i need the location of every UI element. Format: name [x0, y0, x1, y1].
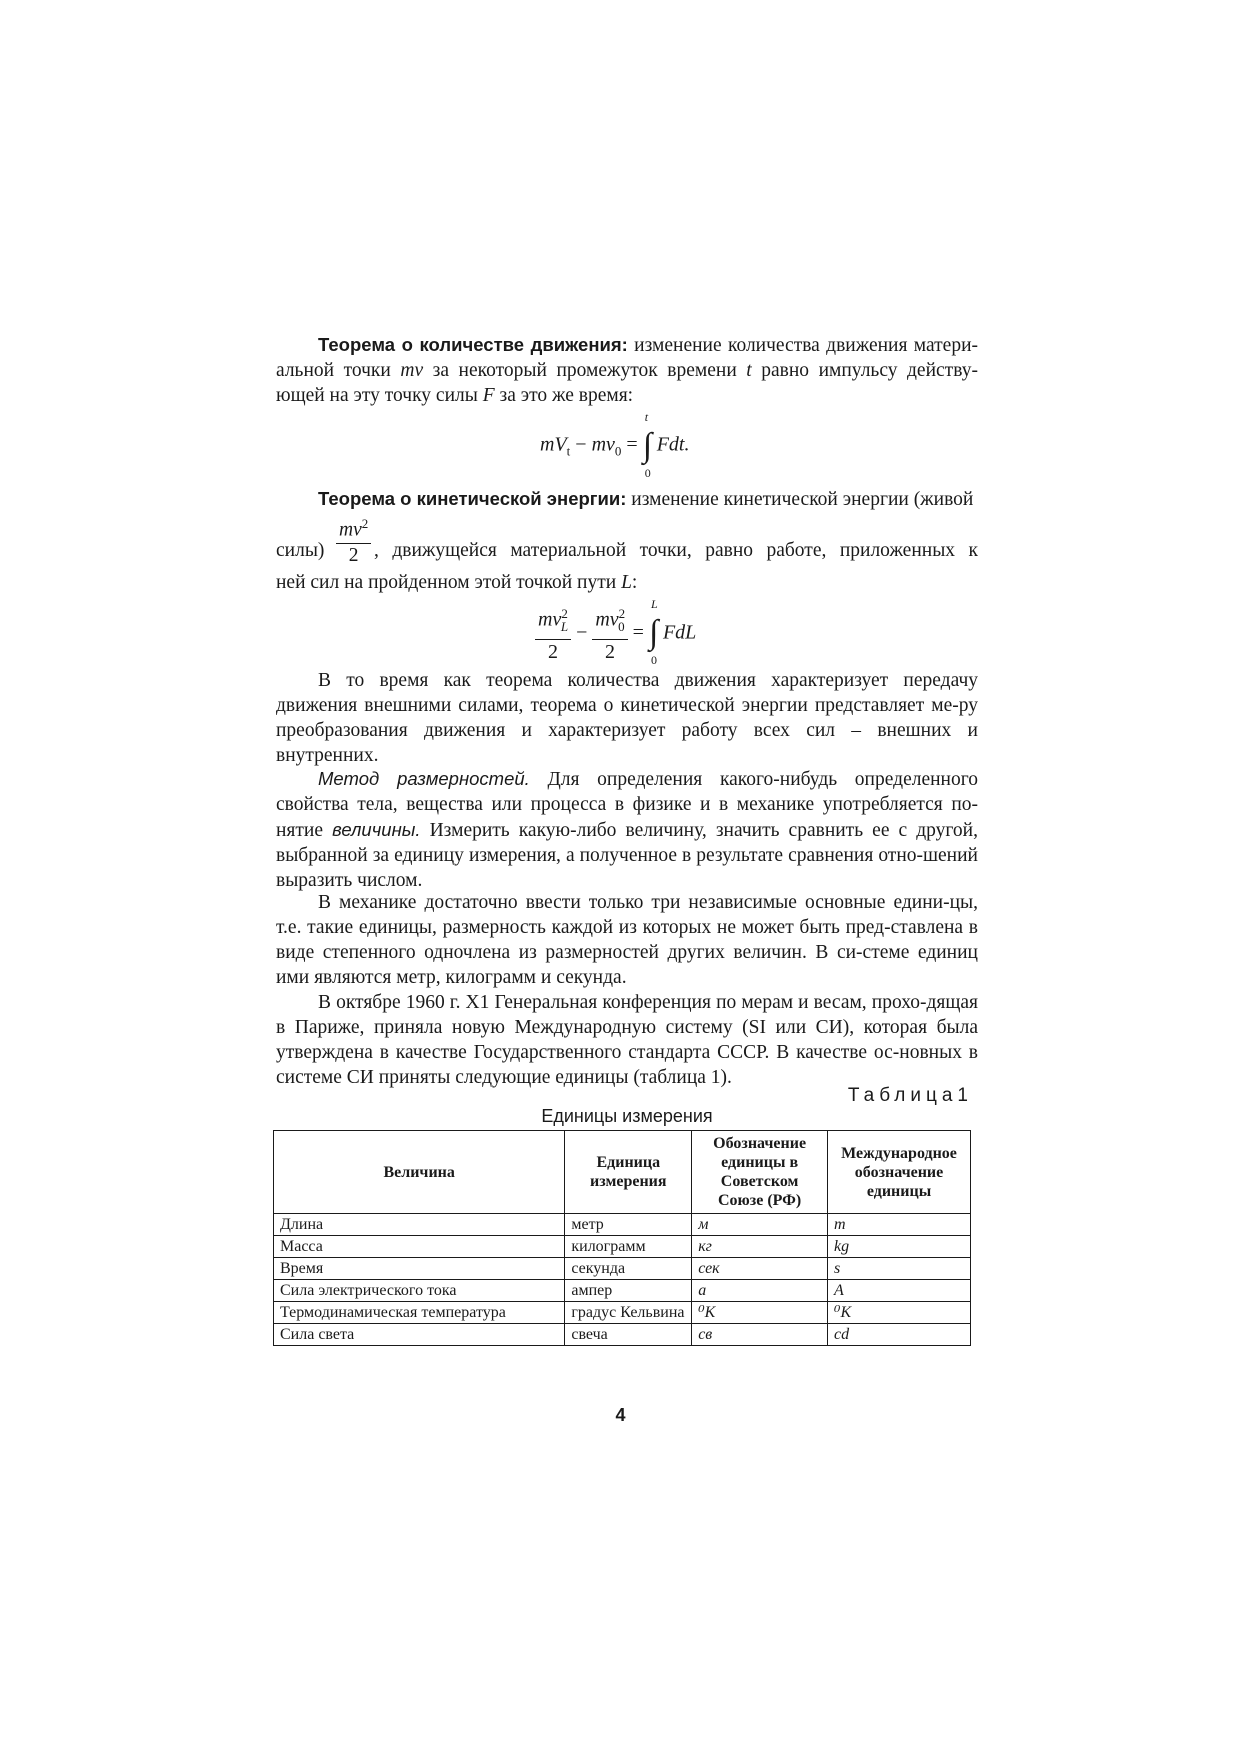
mechanics-paragraph: В механике достаточно ввести только три независимые основные едини-цы, т.е. такие единицы, размерность каждой из которых не может быть пред-ставлена в виде степенного одночлена из размерностей других величин. В си-стеме единиц ими являются метр, килограмм и секунда. — [276, 892, 978, 988]
cell-quantity: Длина — [274, 1214, 565, 1236]
formula-integrand: FdL — [662, 621, 697, 644]
table-title: Единицы измерения — [541, 1106, 713, 1126]
fraction-power: 2 — [361, 516, 369, 531]
fraction-denominator: 2 — [548, 640, 559, 663]
theorem-energy-line3 — [276, 570, 978, 595]
text-fragment: изменение количества движения матери-альной точки — [276, 335, 978, 381]
header-intl-symbol: Международное обозначение единицы — [828, 1131, 971, 1214]
fraction-denominator: 2 — [348, 544, 359, 566]
units-table — [273, 1130, 971, 1346]
formula-subscript: 0 — [614, 443, 622, 459]
table-row — [274, 1302, 971, 1324]
text-fragment: за это же время: — [494, 385, 634, 406]
header-ussr-symbol: Обозначение единицы в Советском Союзе (РФ) — [692, 1131, 828, 1214]
formula-momentum — [540, 410, 690, 480]
theorem-energy-paragraph — [276, 486, 978, 512]
cell-quantity: Сила электрического тока — [274, 1280, 565, 1302]
fraction-power: 2 — [561, 606, 568, 621]
cell-intl-symbol: m — [828, 1214, 971, 1236]
term-quantity: величины. — [332, 819, 421, 840]
theorem-energy-heading: Теорема о кинетической энергии: — [318, 488, 627, 509]
method-paragraph — [276, 766, 978, 893]
cell-ussr-symbol: кг — [692, 1236, 828, 1258]
formula-subscript: t — [566, 443, 571, 459]
integral-lower-limit: 0 — [644, 466, 651, 480]
text-fragment: ней сил на пройденном этой точкой пути — [276, 572, 622, 593]
cell-ussr-symbol: ⁰K — [692, 1302, 828, 1324]
text-fragment: изменение кинетической энергии (живой — [626, 489, 974, 510]
cell-intl-symbol: cd — [828, 1324, 971, 1346]
fraction-power: 2 — [618, 606, 626, 621]
symbol-f: F — [482, 385, 495, 406]
header-unit: Единица измерения — [565, 1131, 692, 1214]
symbol-t: t — [746, 360, 752, 381]
cell-ussr-symbol: св — [692, 1324, 828, 1346]
cell-ussr-symbol: сек — [692, 1258, 828, 1280]
fraction-denominator: 2 — [605, 640, 615, 663]
conference-paragraph: В октябре 1960 г. X1 Генеральная конференция по мерам и весам, прохо-дящая в Париже, приняла новую Международную систему (SI или СИ), которая была утверждена в качестве Государственного стандарта СССР. В качестве ос-новных в системе СИ приняты следующие единицы (таблица 1). — [276, 992, 978, 1088]
formula-operator: − — [570, 433, 592, 456]
integral-upper-limit: t — [644, 410, 649, 424]
formula-operator: = — [627, 621, 649, 644]
cell-unit: градус Кельвина — [565, 1302, 692, 1324]
fraction-subscript: L — [560, 618, 569, 634]
symbol-mv: mv — [400, 360, 424, 381]
integral-lower-limit: 0 — [650, 652, 657, 667]
formula-energy — [535, 596, 697, 667]
table-row — [274, 1280, 971, 1302]
table-row — [274, 1324, 971, 1346]
header-quantity: Величина — [274, 1131, 565, 1214]
formula-term: mv — [591, 433, 615, 456]
method-lead: Метод размерностей. — [318, 768, 530, 789]
table-number: Таблица1 — [847, 1085, 973, 1106]
text-fragment: : — [631, 572, 638, 593]
theorem-momentum-paragraph — [276, 332, 978, 408]
cell-quantity: Термодинамическая температура — [274, 1302, 565, 1324]
fraction-2 — [592, 602, 627, 664]
cell-unit: ампер — [565, 1280, 692, 1302]
integral-upper-limit: L — [650, 596, 658, 611]
formula-term: mV — [540, 433, 567, 456]
fraction-1 — [535, 602, 571, 664]
cell-unit: метр — [565, 1214, 692, 1236]
cell-intl-symbol: A — [828, 1280, 971, 1302]
symbol-l: L — [621, 572, 632, 593]
formula-operator: − — [571, 621, 593, 644]
cell-unit: свеча — [565, 1324, 692, 1346]
text-fragment: за некоторый промежуток времени — [423, 360, 747, 381]
cell-ussr-symbol: a — [692, 1280, 828, 1302]
comparison-paragraph: В то время как теорема количества движения характеризует передачу движения внешними силами, теорема о кинетической энергии представляет ме-ру преобразования движения и характеризует работу всех сил – внешних и внутренних. — [276, 670, 978, 766]
table-row — [274, 1236, 971, 1258]
theorem-momentum-heading: Теорема о количестве движения: — [318, 334, 628, 355]
text-fragment: равно импульсу действу-ющей на эту точку силы — [276, 360, 978, 406]
text-fragment: Для определения какого-нибудь определенного свойства тела, вещества или процесса в физике и в механике употребляется по-нятие — [276, 769, 978, 841]
integral-sign: ∫ L 0 — [648, 596, 659, 667]
page-number: 4 — [615, 1405, 626, 1425]
formula-operator: = — [621, 433, 643, 456]
text-fragment: силы) — [276, 540, 325, 561]
text-fragment: Измерить какую-либо величину, значить сравнить ее с другой, выбранной за единицу измерения, а полученное в результате сравнения отно-шений выразить числом. — [276, 820, 978, 891]
cell-unit: секунда — [565, 1258, 692, 1280]
table-row — [274, 1258, 971, 1280]
table-header-row — [274, 1131, 971, 1214]
fraction-numerator: mv — [339, 519, 362, 541]
integral-sign: ∫ t 0 — [642, 410, 653, 480]
cell-intl-symbol: s — [828, 1258, 971, 1280]
table-row — [274, 1214, 971, 1236]
cell-quantity: Сила света — [274, 1324, 565, 1346]
cell-quantity: Масса — [274, 1236, 565, 1258]
cell-intl-symbol: kg — [828, 1236, 971, 1258]
formula-integrand: Fdt. — [656, 433, 690, 456]
cell-ussr-symbol: м — [692, 1214, 828, 1236]
kinetic-energy-fraction — [336, 512, 371, 568]
cell-intl-symbol: ⁰K — [828, 1302, 971, 1324]
text-fragment: , движущейся материальной точки, равно работе, приложенных к — [374, 540, 978, 561]
fraction-numerator: mv — [595, 608, 619, 631]
fraction-subscript: 0 — [618, 618, 625, 634]
cell-quantity: Время — [274, 1258, 565, 1280]
theorem-energy-line2 — [276, 512, 978, 568]
fraction-numerator: mv — [538, 608, 562, 631]
cell-unit: килограмм — [565, 1236, 692, 1258]
